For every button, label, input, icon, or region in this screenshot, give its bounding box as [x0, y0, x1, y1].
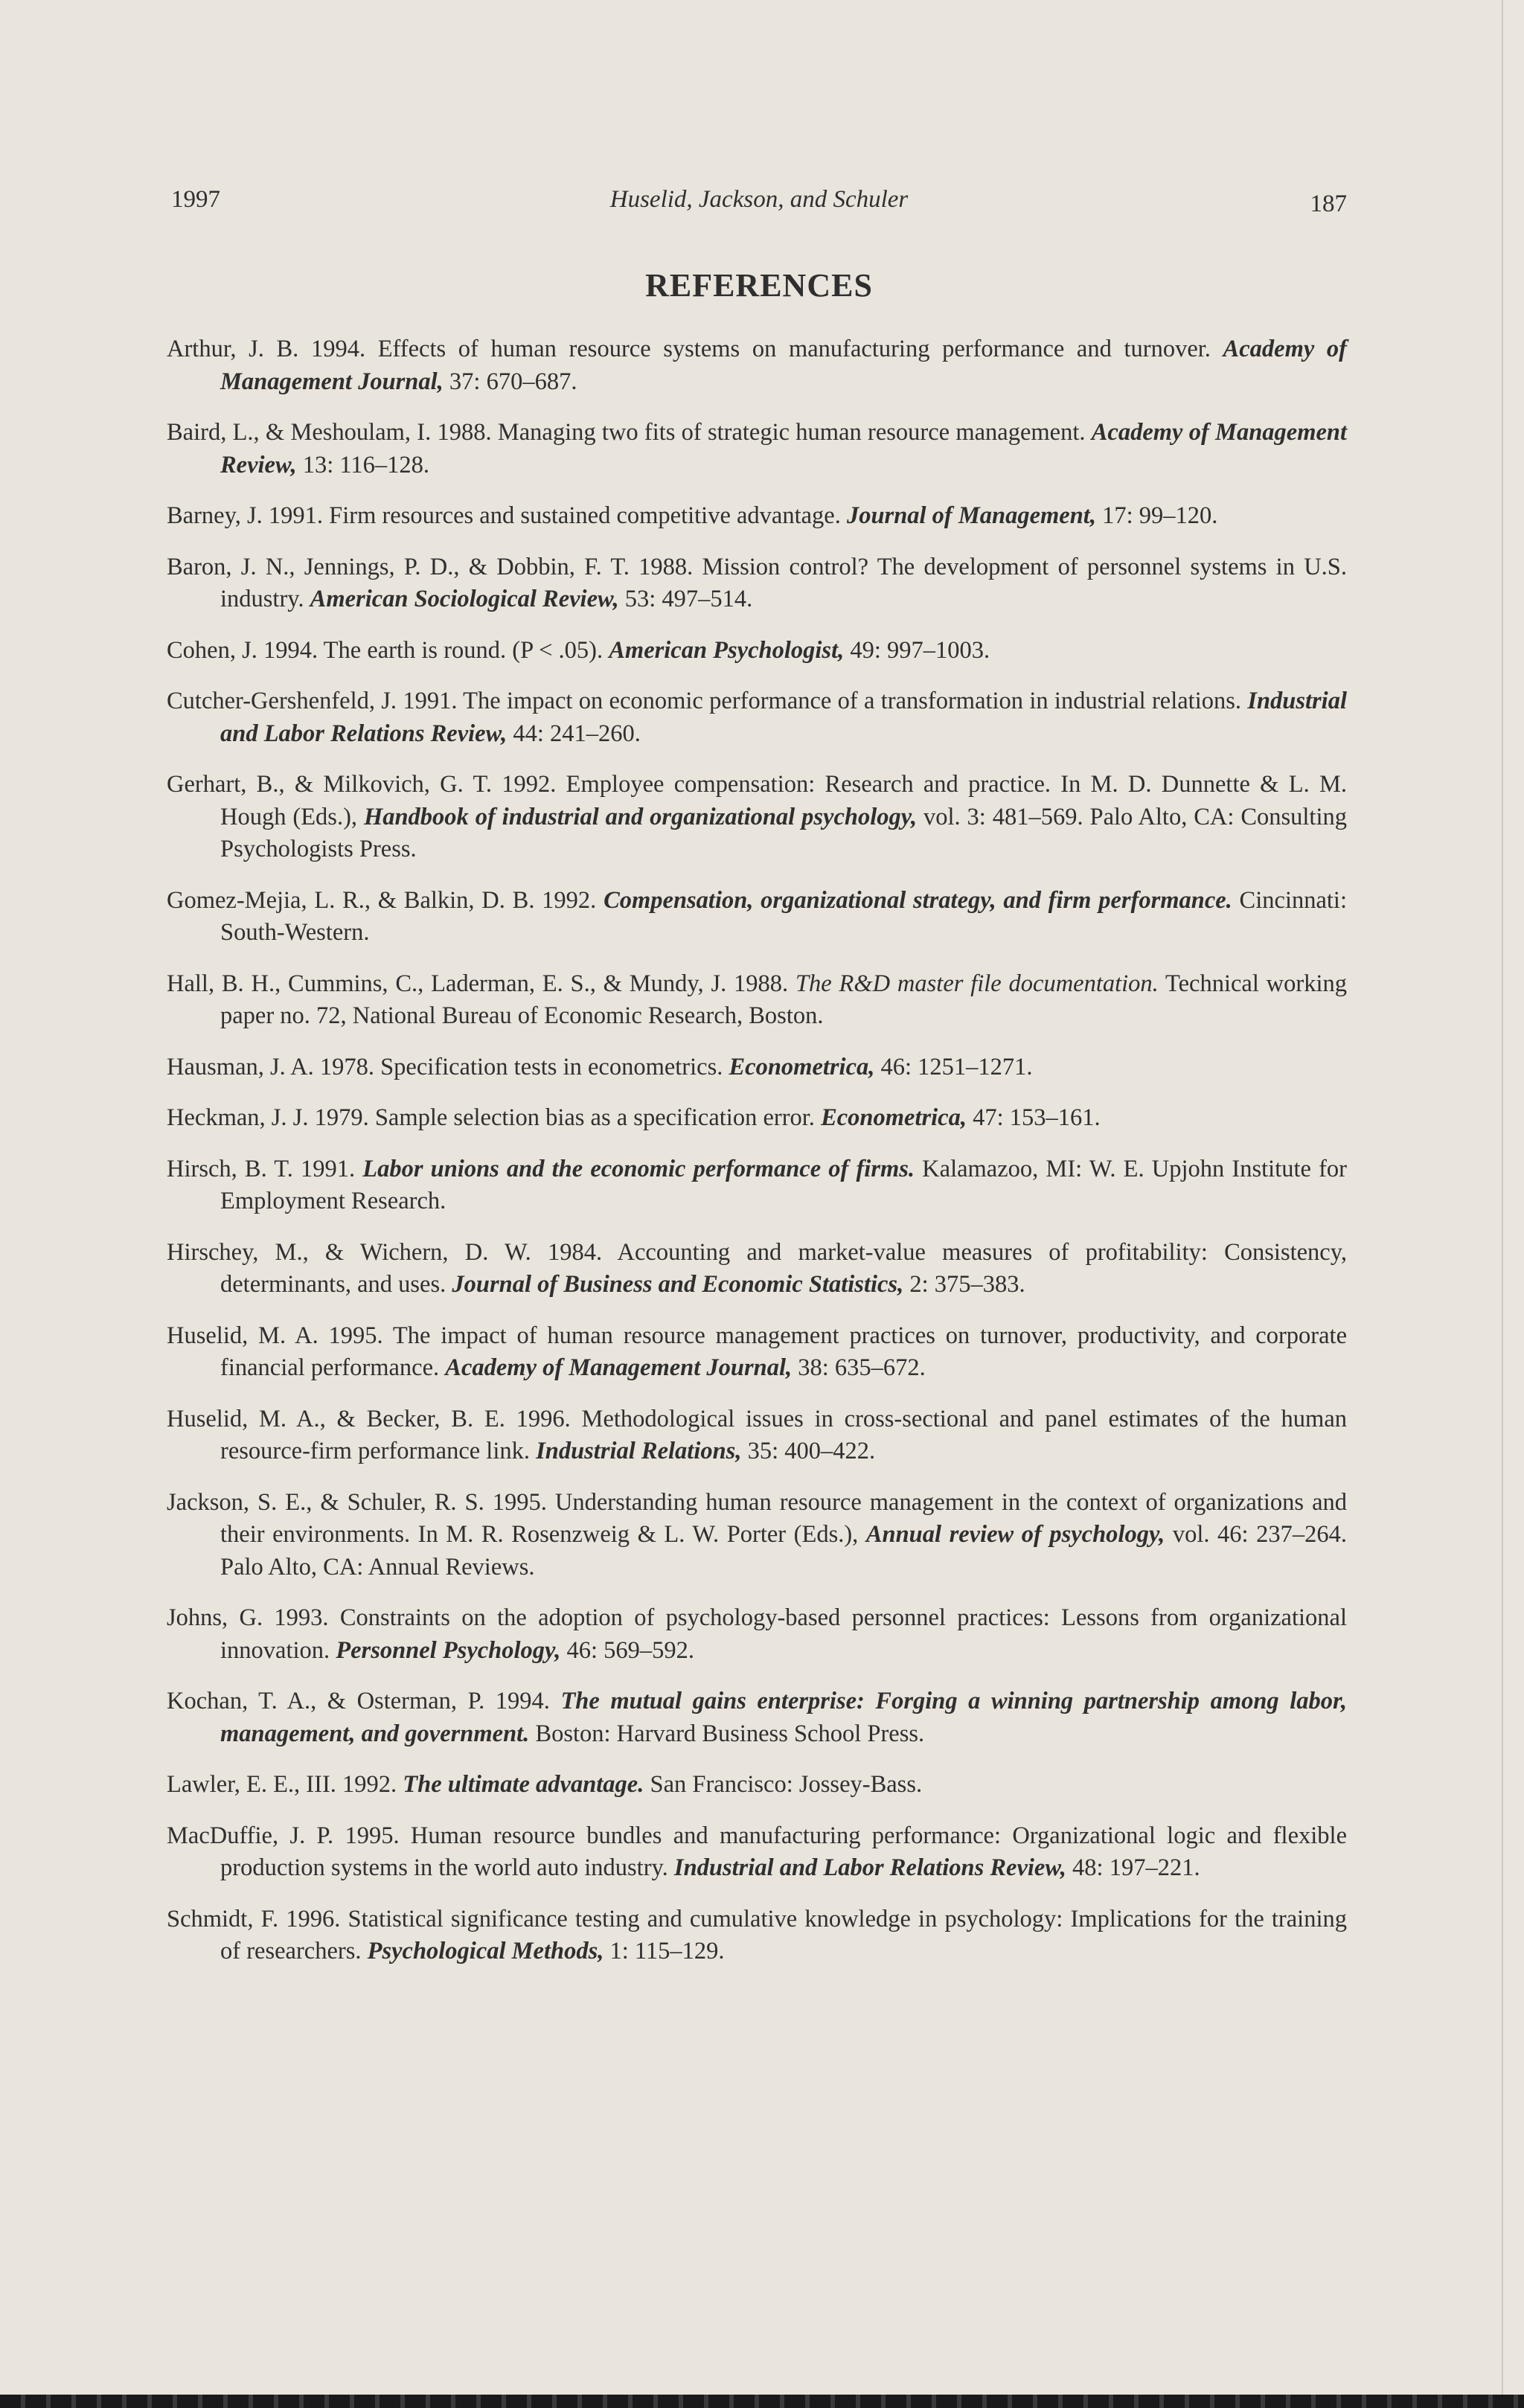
reference-text: Hirsch, B. T. 1991.	[167, 1155, 363, 1182]
reference-text: Hirschey, M., & Wichern, D. W. 1984. Accounting and market-value measures of profitability: Consistency, determinants, and uses.	[167, 1238, 1347, 1298]
reference-source: American Psychologist,	[609, 636, 845, 664]
reference-source: Annual review of psychology,	[865, 1521, 1165, 1548]
reference-details: vol. 3: 481–569. Palo Alto, CA: Consulting Psychologists Press.	[220, 803, 1347, 862]
reference-entry	[167, 885, 1347, 950]
reference-entry	[167, 1102, 1347, 1135]
reference-details: 46: 569–592.	[560, 1636, 695, 1664]
reference-entry	[167, 635, 1347, 667]
running-head-authors: Huselid, Jackson, and Schuler	[609, 186, 909, 213]
reference-details: 35: 400–422.	[741, 1438, 876, 1464]
reference-source: Academy of Management Journal,	[445, 1354, 793, 1381]
reference-source: Compensation, organizational strategy, and firm performance.	[603, 886, 1232, 914]
reference-source: Journal of Management,	[846, 502, 1096, 529]
reference-details: vol. 46: 237–264. Palo Alto, CA: Annual Reviews.	[220, 1521, 1347, 1581]
reference-entry	[167, 417, 1347, 481]
reference-source: Industrial and Labor Relations Review,	[220, 688, 1347, 747]
reference-text: Gomez-Mejia, L. R., & Balkin, D. B. 1992.	[167, 886, 604, 914]
reference-details: 47: 153–161.	[966, 1104, 1101, 1131]
reference-entry	[167, 1602, 1347, 1667]
reference-text: Johns, G. 1993. Constraints on the adoption of psychology-based personnel practices: Lessons from organizational innovation.	[167, 1604, 1347, 1664]
reference-details: 1: 115–129.	[603, 1938, 725, 1964]
reference-text: Arthur, J. B. 1994. Effects of human resource systems on manufacturing performance and turnover.	[167, 336, 1223, 362]
reference-source: Industrial Relations,	[536, 1438, 742, 1464]
reference-text: Gerhart, B., & Milkovich, G. T. 1992. Employee compensation: Research and practice. In M. D. Dunnette & L. M. Hough (Eds.),	[167, 771, 1347, 830]
reference-details: Boston: Harvard Business School Press.	[529, 1720, 925, 1747]
reference-entry	[167, 1769, 1347, 1802]
scan-right-edge	[1502, 0, 1524, 2408]
reference-text: Baird, L., & Meshoulam, I. 1988. Managing two fits of strategic human resource management.	[167, 419, 1092, 446]
reference-text: Jackson, S. E., & Schuler, R. S. 1995. Understanding human resource management in the context of organizations and their environments. In M. R. Rosenzweig & L. W. Porter (Eds.),	[167, 1488, 1347, 1548]
reference-entry	[167, 1487, 1347, 1584]
reference-details: 17: 99–120.	[1095, 502, 1218, 529]
reference-details: Technical working paper no. 72, National Bureau of Economic Research, Boston.	[220, 970, 1347, 1029]
reference-entry	[167, 333, 1347, 398]
reference-entry	[167, 1903, 1347, 1968]
reference-text: Huselid, M. A. 1995. The impact of human resource management practices on turnover, productivity, and corporate financial performance.	[167, 1322, 1347, 1381]
reference-details: 53: 497–514.	[618, 586, 753, 612]
reference-details: Kalamazoo, MI: W. E. Upjohn Institute for Employment Research.	[220, 1155, 1347, 1214]
reference-entry	[167, 551, 1347, 616]
reference-text: Heckman, J. J. 1979. Sample selection bias as a specification error.	[167, 1104, 822, 1131]
reference-entry	[167, 1403, 1347, 1468]
reference-details: 48: 197–221.	[1066, 1854, 1200, 1881]
reference-text: Hausman, J. A. 1978. Specification tests in econometrics.	[167, 1053, 729, 1080]
reference-details: 13: 116–128.	[296, 451, 430, 478]
reference-details: 2: 375–383.	[903, 1271, 1025, 1298]
reference-details: Cincinnati: South-Western.	[220, 886, 1347, 946]
reference-text: Hall, B. H., Cummins, C., Laderman, E. S., & Mundy, J. 1988.	[167, 970, 795, 997]
reference-text: Schmidt, F. 1996. Statistical significance testing and cumulative knowledge in psychology: Implications for the training of researchers.	[167, 1905, 1347, 1964]
reference-details: San Francisco: Jossey-Bass.	[644, 1771, 923, 1798]
reference-source: American Sociological Review,	[310, 586, 619, 612]
reference-source: Handbook of industrial and organizational psychology,	[363, 803, 918, 830]
reference-entry	[167, 685, 1347, 750]
reference-source: Labor unions and the economic performance of firms.	[362, 1155, 915, 1182]
reference-source: The ultimate advantage.	[403, 1771, 644, 1798]
references-heading: REFERENCES	[645, 267, 873, 304]
reference-text: Huselid, M. A., & Becker, B. E. 1996. Methodological issues in cross-sectional and panel estimates of the human resource-firm performance link.	[167, 1405, 1347, 1464]
reference-details: 49: 997–1003.	[844, 636, 990, 664]
reference-source: Econometrica,	[729, 1053, 875, 1080]
reference-source: Econometrica,	[821, 1104, 967, 1131]
reference-text: Cutcher-Gershenfeld, J. 1991. The impact on economic performance of a transformation in industrial relations.	[167, 688, 1248, 714]
reference-entry	[167, 968, 1347, 1033]
reference-source: Psychological Methods,	[367, 1938, 604, 1964]
reference-text: Baron, J. N., Jennings, P. D., & Dobbin, F. T. 1988. Mission control? The development of personnel systems in U.S. industry.	[167, 553, 1347, 612]
reference-entry	[167, 1685, 1347, 1750]
reference-entry	[167, 1320, 1347, 1385]
reference-entry	[167, 1051, 1347, 1084]
reference-details: 37: 670–687.	[443, 368, 577, 395]
running-head-year: 1997	[171, 186, 220, 213]
reference-entry	[167, 1237, 1347, 1301]
reference-source: Personnel Psychology,	[336, 1636, 561, 1664]
scan-bottom-edge	[0, 2395, 1524, 2408]
reference-source: Academy of Management Review,	[220, 419, 1348, 478]
reference-text: Cohen, J. 1994. The earth is round. (P < .05).	[167, 636, 609, 664]
reference-details: 44: 241–260.	[507, 720, 641, 747]
reference-text: Kochan, T. A., & Osterman, P. 1994.	[167, 1688, 561, 1714]
reference-text: MacDuffie, J. P. 1995. Human resource bundles and manufacturing performance: Organizational logic and flexible production systems in the world auto industry.	[167, 1822, 1347, 1881]
reference-entry	[167, 769, 1347, 866]
reference-entry	[167, 1820, 1347, 1885]
reference-source: Industrial and Labor Relations Review,	[673, 1854, 1066, 1881]
reference-details: 46: 1251–1271.	[874, 1053, 1033, 1080]
reference-entry	[167, 500, 1347, 533]
reference-source: Journal of Business and Economic Statistics,	[452, 1271, 904, 1298]
reference-list	[167, 333, 1347, 1987]
page-number: 187	[1310, 190, 1347, 217]
reference-title: The R&D master file documentation.	[795, 970, 1159, 997]
reference-source: The mutual gains enterprise: Forging a winning partnership among labor, management, and government.	[220, 1688, 1347, 1747]
reference-text: Lawler, E. E., III. 1992.	[167, 1771, 403, 1798]
reference-source: Academy of Management Journal,	[220, 336, 1347, 395]
reference-entry	[167, 1153, 1347, 1218]
running-head	[171, 186, 1347, 219]
reference-text: Barney, J. 1991. Firm resources and sustained competitive advantage.	[167, 502, 847, 529]
reference-details: 38: 635–672.	[792, 1354, 926, 1381]
